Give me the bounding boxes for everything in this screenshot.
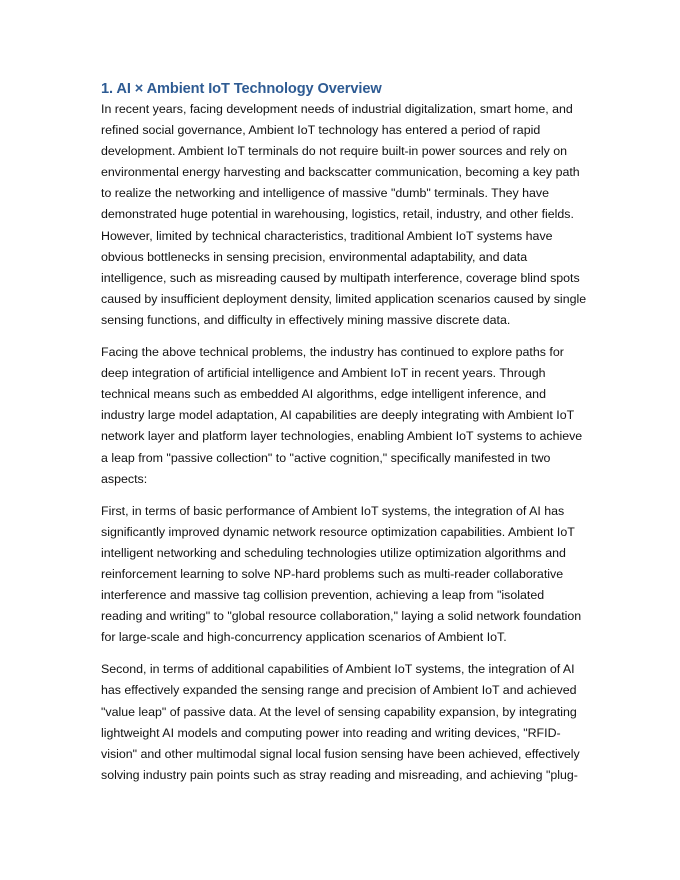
body-paragraph-1 [101, 99, 587, 331]
paragraph-line: lightweight AI models and computing power into reading and writing devices, "RFID- [101, 725, 561, 740]
paragraph-line: sensing functions, and difficulty in effectively mining massive discrete data. [101, 312, 511, 327]
paragraph-line: solving industry pain points such as stray reading and misreading, and achieving "plug- [101, 767, 578, 782]
paragraph-line: Facing the above technical problems, the industry has continued to explore paths for [101, 345, 564, 360]
paragraph-line: industry large model adaptation, AI capabilities are deeply integrating with Ambient IoT [101, 408, 575, 423]
body-paragraph-2 [101, 342, 583, 490]
paragraph-line: First, in terms of basic performance of Ambient IoT systems, the integration of AI has [101, 503, 565, 518]
body-paragraph-4 [101, 659, 583, 786]
paragraph-line: However, limited by technical characteristics, traditional Ambient IoT systems have [101, 228, 553, 243]
paragraph-line: aspects: [101, 471, 148, 486]
paragraph-line: deep integration of artificial intelligence and Ambient IoT in recent years. Through [101, 366, 546, 381]
paragraph-line: for large-scale and high-concurrency application scenarios of Ambient IoT. [101, 630, 507, 645]
paragraph-line: reinforcement learning to solve NP-hard problems such as multi-reader collaborative [101, 566, 564, 581]
paragraph-line: Second, in terms of additional capabilities of Ambient IoT systems, the integration of AI [101, 662, 575, 677]
paragraph-line: vision" and other multimodal signal local fusion sensing have been achieved, effectively [101, 746, 580, 761]
paragraph-line: significantly improved dynamic network resource optimization capabilities. Ambient IoT [101, 524, 575, 539]
paragraph-line: environmental energy harvesting and backscatter communication, becoming a key path [101, 165, 580, 180]
paragraph-line: to realize the networking and intelligence of massive "dumb" terminals. They have [101, 186, 549, 201]
paragraph-line: has effectively expanded the sensing range and precision of Ambient IoT and achieved [101, 683, 577, 698]
paragraph-line: technical means such as embedded AI algorithms, edge intelligent inference, and [101, 387, 546, 402]
paragraph-container [101, 99, 587, 786]
paragraph-line: intelligence, such as misreading caused by multipath interference, coverage blind spots [101, 270, 580, 285]
paragraph-line: development. Ambient IoT terminals do not require built-in power sources and rely on [101, 144, 568, 159]
paragraph-line: a leap from "passive collection" to "active cognition," specifically manifested in two [101, 450, 551, 465]
paragraph-line: In recent years, facing development needs of industrial digitalization, smart home, and [101, 102, 573, 116]
paragraph-line: network layer and platform layer technologies, enabling Ambient IoT systems to achieve [101, 429, 583, 444]
document-body [101, 79, 587, 797]
paragraph-line: "value leap" of passive data. At the level of sensing capability expansion, by integrating [101, 704, 577, 719]
paragraph-line: demonstrated huge potential in warehousing, logistics, retail, industry, and other fields. [101, 207, 574, 222]
paragraph-line: obvious bottlenecks in sensing precision, environmental adaptability, and data [101, 249, 528, 264]
paragraph-line: reading and writing" to "global resource collaboration," laying a solid network foundation [101, 609, 582, 624]
paragraph-line: refined social governance, Ambient IoT technology has entered a period of rapid [101, 123, 541, 138]
paragraph-line: interference and massive tag collision prevention, achieving a leap from "isolated [101, 588, 545, 603]
paragraph-line: intelligent networking and scheduling technologies utilize optimization algorithms and [101, 545, 566, 560]
body-paragraph-3 [101, 501, 583, 649]
section-heading: 1. AI × Ambient IoT Technology Overview [101, 81, 382, 97]
paragraph-line: caused by insufficient deployment density, limited application scenarios caused by single [101, 291, 587, 306]
